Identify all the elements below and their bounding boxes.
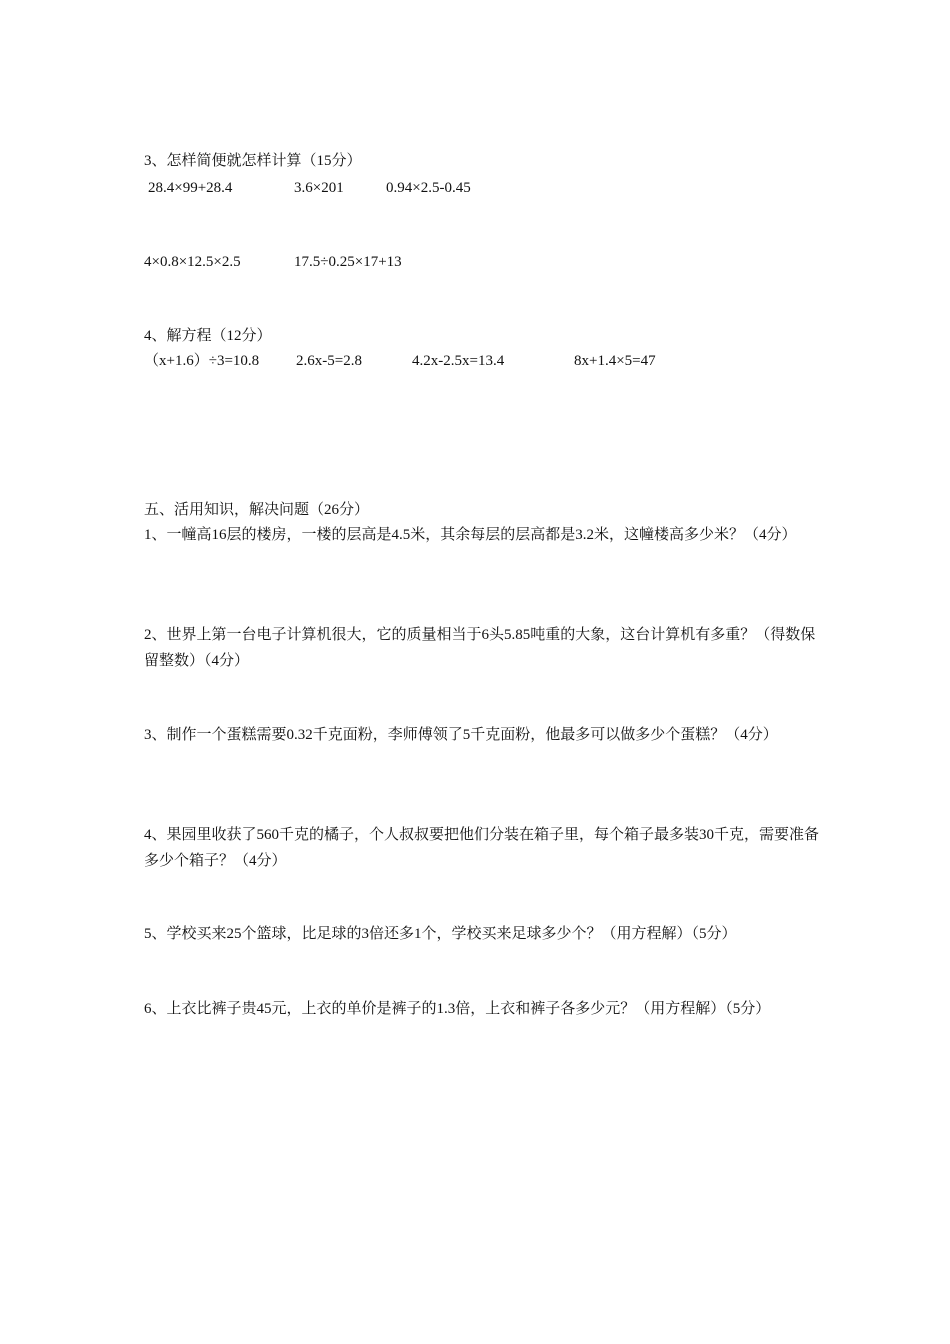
section-5-heading: 五、活用知识，解决问题（26分）: [144, 502, 370, 518]
word-problem: 4、果园里收获了560千克的橘子，个人叔叔要把他们分装在箱子里，每个箱子最多装30千克，需要准备多少个箱子？（4分）: [144, 827, 820, 869]
equation: 4.2x-2.5x=13.4: [412, 353, 505, 369]
section-3-row-2: [144, 251, 402, 273]
section-3-row-1: [144, 177, 471, 199]
expression: 17.5÷0.25×17+13: [294, 254, 402, 270]
section-4-heading: 4、解方程（12分）: [144, 328, 272, 344]
expression: 4×0.8×12.5×2.5: [144, 254, 241, 270]
expression: 28.4×99+28.4: [148, 180, 233, 196]
section-4-row-1: [144, 350, 656, 372]
word-problem: 6、上衣比裤子贵45元，上衣的单价是裤子的1.3倍，上衣和裤子各多少元？（用方程解）（5分）: [144, 1001, 771, 1017]
word-problem: 2、世界上第一台电子计算机很大，它的质量相当于6头5.85吨重的大象，这台计算机有多重？（得数保留整数）（4分）: [144, 627, 816, 669]
expression: 0.94×2.5-0.45: [386, 180, 471, 196]
expression: 3.6×201: [294, 180, 344, 196]
word-problem: 1、一幢高16层的楼房，一楼的层高是4.5米，其余每层的层高都是3.2米，这幢楼高多少米？（4分）: [144, 527, 797, 543]
equation: 8x+1.4×5=47: [574, 353, 656, 369]
word-problem: 5、学校买来25个篮球，比足球的3倍还多1个，学校买来足球多少个？（用方程解）（5分）: [144, 926, 737, 942]
section-3-heading: 3、怎样简便就怎样计算（15分）: [144, 153, 362, 169]
word-problem: 3、制作一个蛋糕需要0.32千克面粉，李师傅领了5千克面粉，他最多可以做多少个蛋糕？（4分）: [144, 727, 778, 743]
equation: （x+1.6）÷3=10.8: [144, 353, 260, 369]
equation: 2.6x-5=2.8: [296, 353, 362, 369]
